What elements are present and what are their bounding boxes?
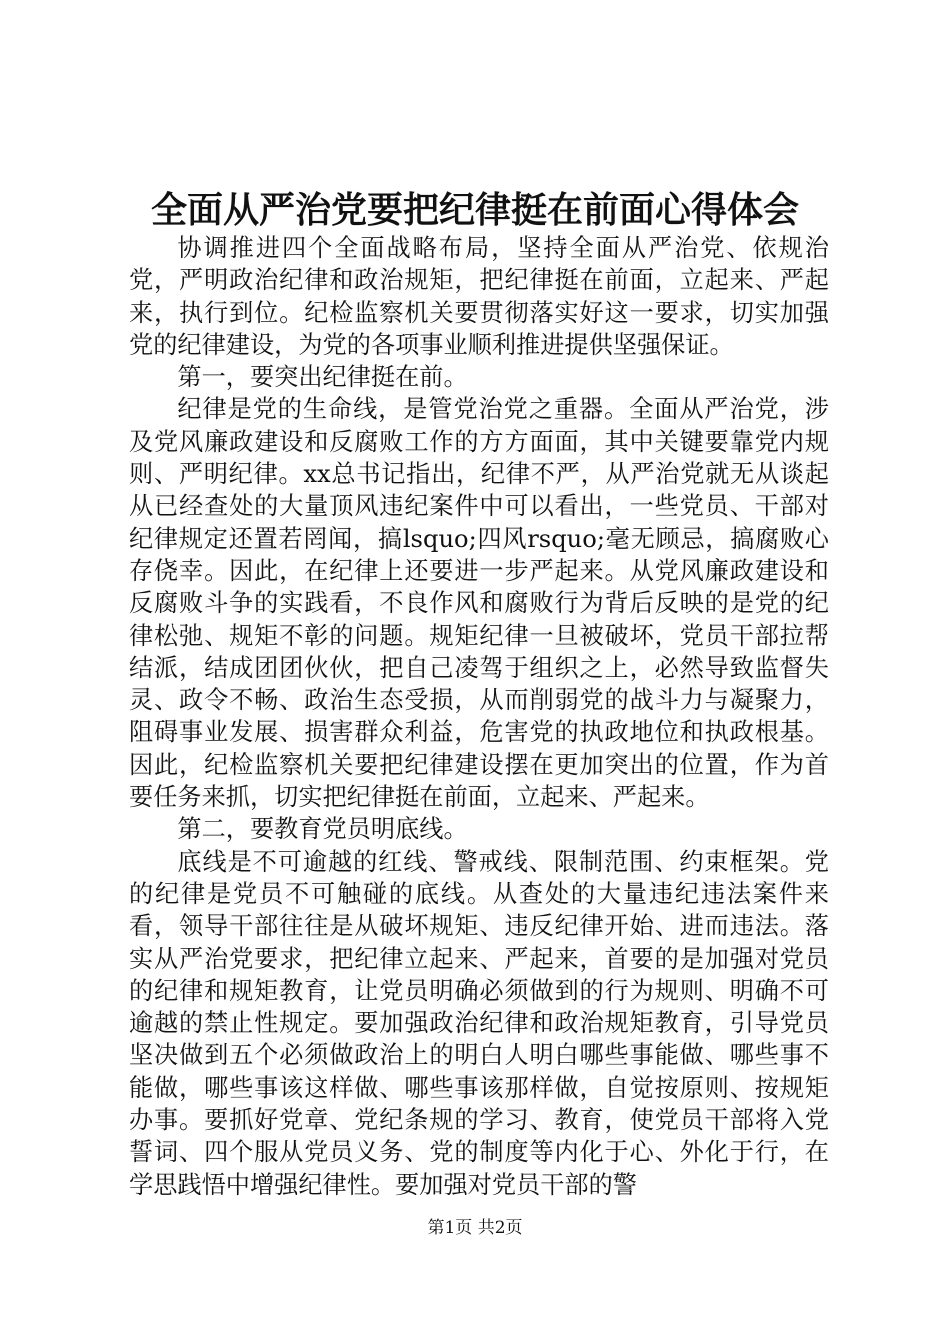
paragraph-heading-first: 第一，要突出纪律挺在前。 — [177, 363, 468, 392]
paragraph-heading-second: 第二，要教育党员明底线。 — [177, 815, 468, 844]
paragraph-discipline-lifeline: 纪律是党的生命线，是管党治党之重器。全面从严治党，涉及党风廉政建设和反腐败工作的方方面面，其中关键要靠党内规则、严明纪律。xx总书记指出，纪律不严，从严治党就无从谈起从已经查处的大量顶风违纪案件中可以看出，一些党员、干部对纪律规定还置若罔闻，搞lsquo;四风rsquo;毫无顾忌，搞腐败心存侥幸。因此，在纪律上还要进一步严起来。从党风廉政建设和反腐败斗争的实践看，不良作风和腐败行为背后反映的是党的纪律松弛、规矩不彰的问题。规矩纪律一旦被破坏，党员干部拉帮结派，结成团团伙伙，把自己凌驾于组织之上，必然导致监督失灵、政令不畅、政治生态受损，从而削弱党的战斗力与凝聚力，阻碍事业发展、损害群众利益，危害党的执政地位和执政根基。因此，纪检监察机关要把纪律建设摆在更加突出的位置，作为首要任务来抓，切实把纪律挺在前面，立起来、严起来。 — [129, 395, 829, 812]
paragraph-intro: 协调推进四个全面战略布局，坚持全面从严治党、依规治党，严明政治纪律和政治规矩，把纪律挺在前面，立起来、严起来，执行到位。纪检监察机关要贯彻落实好这一要求，切实加强党的纪律建设，为党的各项事业顺利推进提供坚强保证。 — [129, 234, 829, 359]
paragraph-bottom-line: 底线是不可逾越的红线、警戒线、限制范围、约束框架。党的纪律是党员不可触碰的底线。从查处的大量违纪违法案件来看，领导干部往往是从破坏规矩、违反纪律开始、进而违法。落实从严治党要求，把纪律立起来、严起来，首要的是加强对党员的纪律和规矩教育，让党员明确必须做到的行为规则、明确不可逾越的禁止性规定。要加强政治纪律和政治规矩教育，引导党员坚决做到五个必须做政治上的明白人明白哪些事能做、哪些事不能做，哪些事该这样做、哪些事该那样做，自觉按原则、按规矩办事。要抓好党章、党纪条规的学习、教育，使党员干部将入党誓词、四个服从党员义务、党的制度等内化于心、外化于行，在学思践悟中增强纪律性。要加强对党员干部的警 — [129, 847, 829, 1199]
document-body — [129, 232, 829, 1201]
document-title: 全面从严治党要把纪律挺在前面心得体会 — [150, 189, 799, 231]
page-footer: 第1页 共2页 — [427, 1218, 523, 1238]
